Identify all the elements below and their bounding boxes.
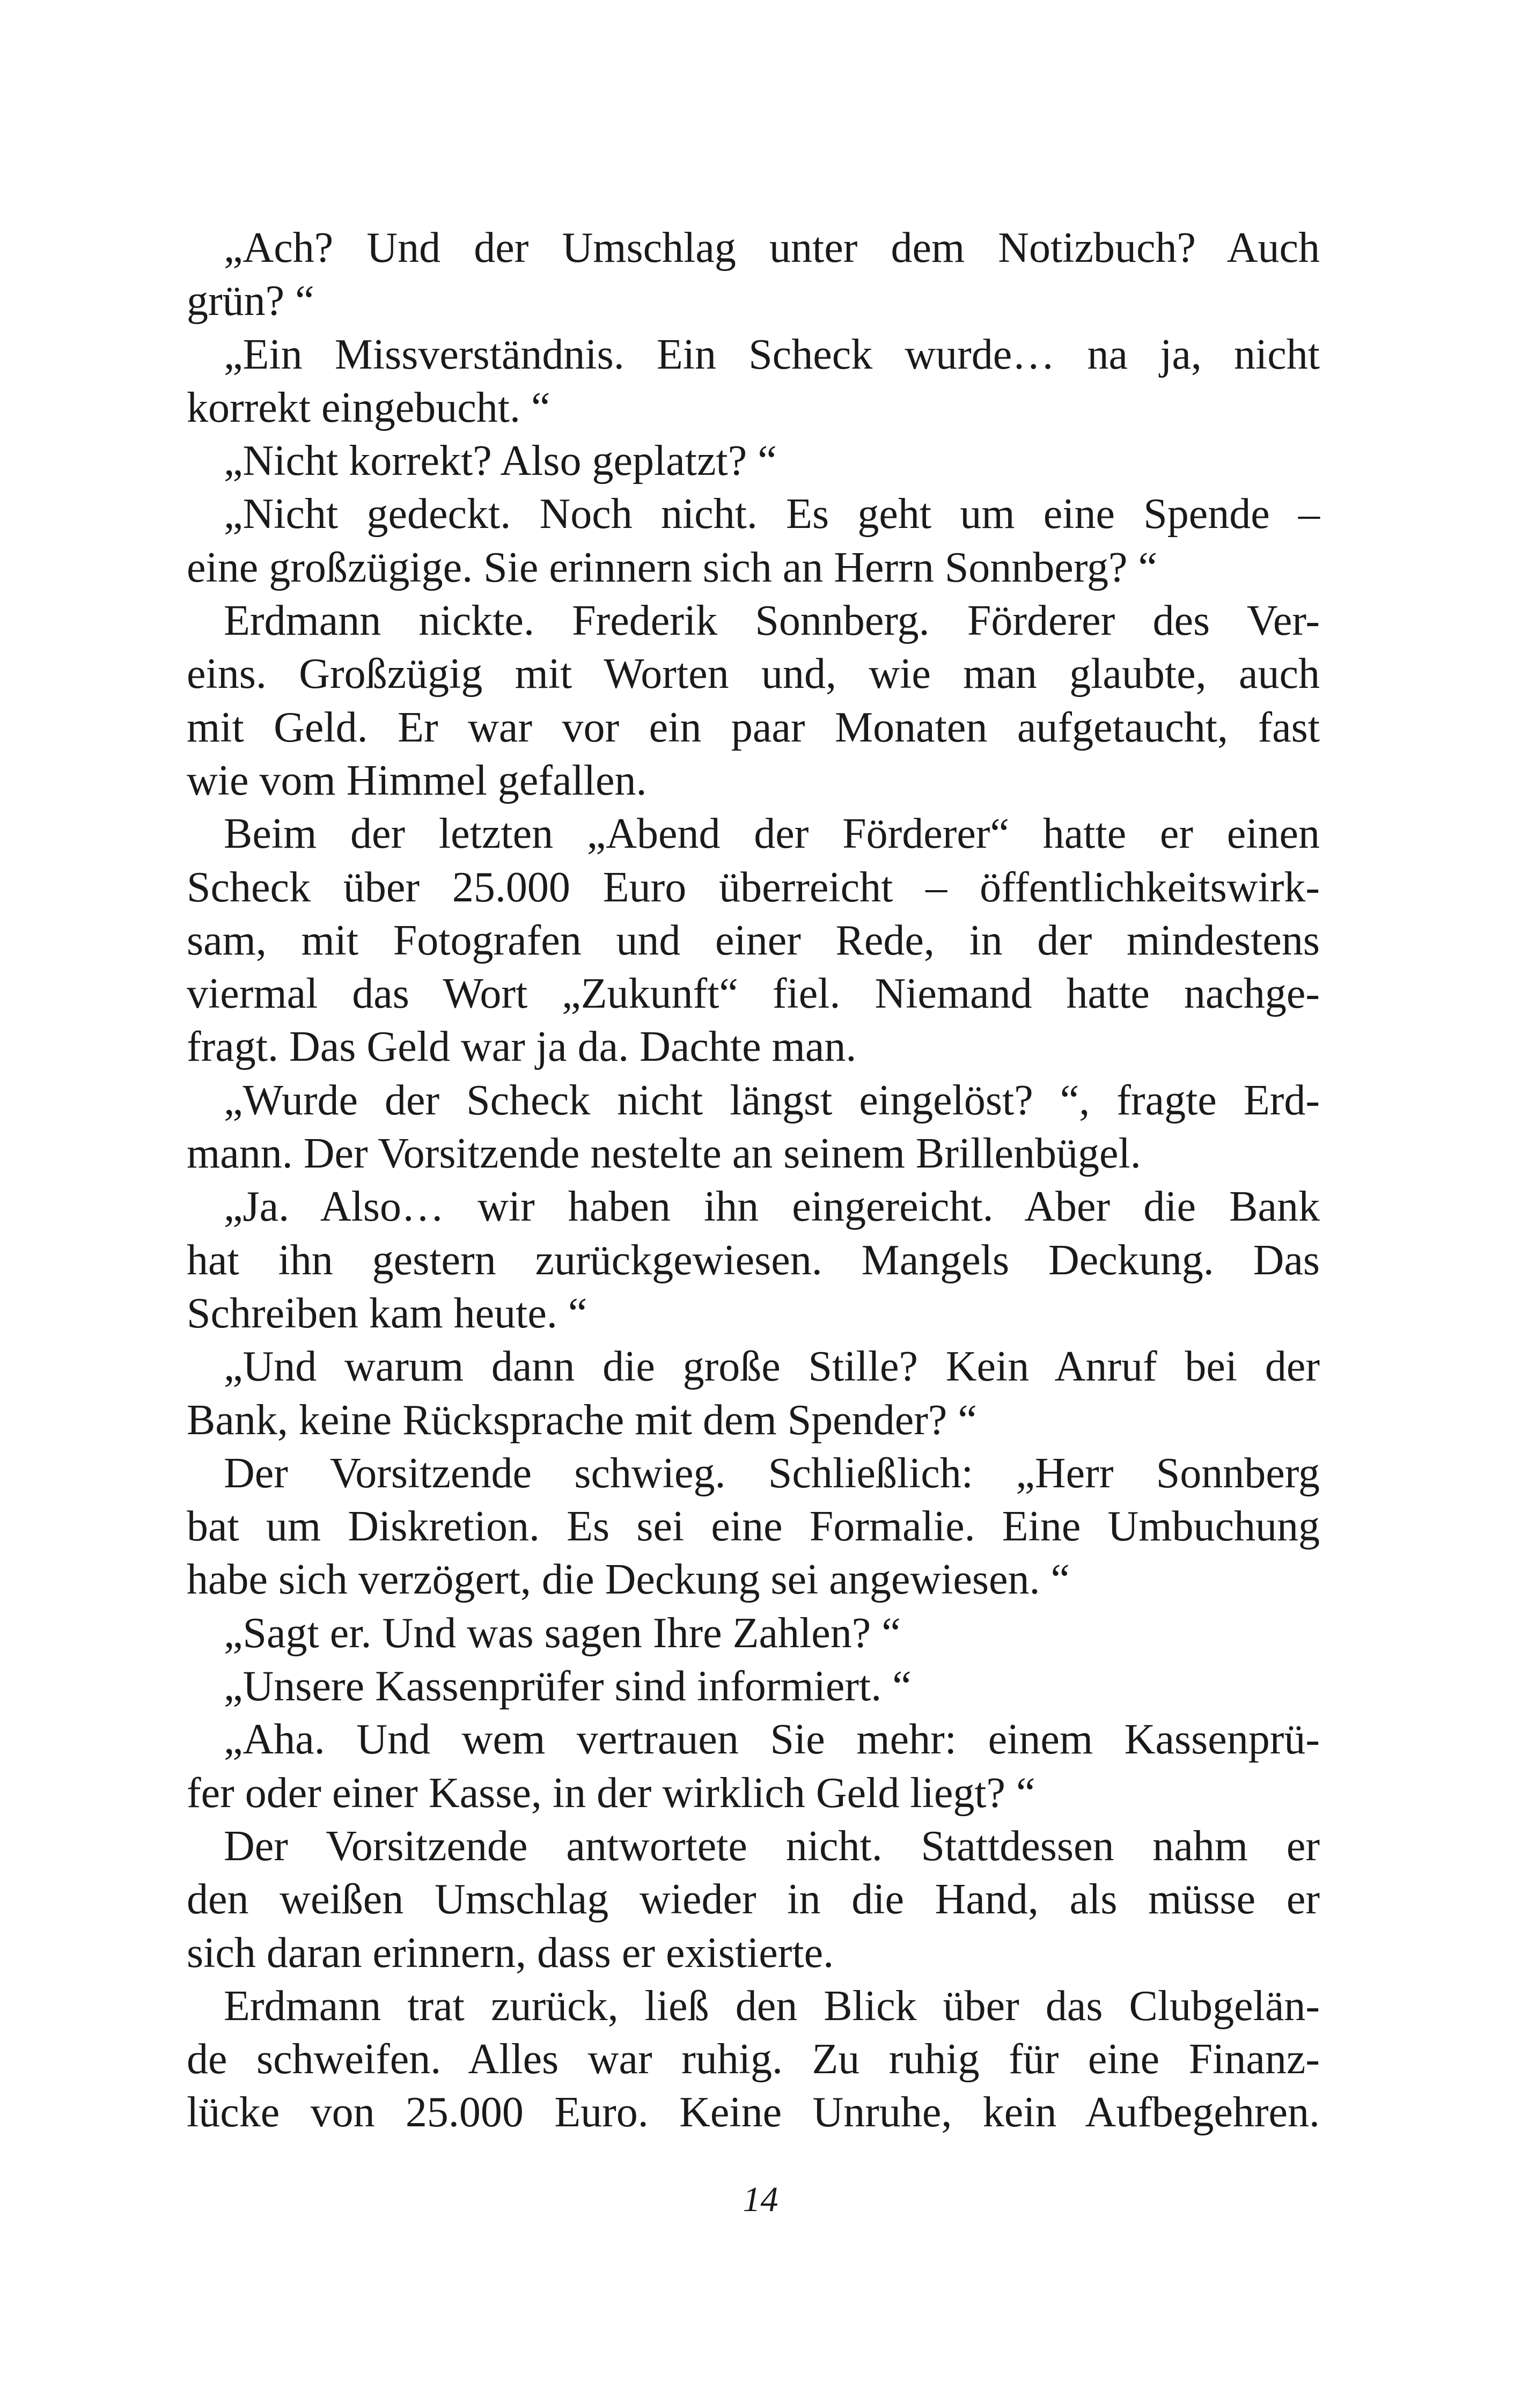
text-line: grün? “ xyxy=(187,277,314,325)
text-line: Erdmann nickte. Frederik Sonnberg. Förderer des Ver- xyxy=(224,597,1320,645)
text-line: Erdmann trat zurück, ließ den Blick über das Clubgelän- xyxy=(224,1982,1320,2030)
text-line: viermal das Wort „Zukunft“ fiel. Niemand hatte nachge- xyxy=(187,970,1320,1018)
text-line: „Ach? Und der Umschlag unter dem Notizbuch? Auch xyxy=(224,224,1320,271)
text-line: mit Geld. Er war vor ein paar Monaten aufgetaucht, fast xyxy=(187,703,1320,751)
text-line: „Sagt er. Und was sagen Ihre Zahlen? “ xyxy=(224,1609,901,1657)
text-line: Scheck über 25.000 Euro überreicht – öffentlichkeitswirk- xyxy=(187,863,1320,911)
text-line: sich daran erinnern, dass er existierte. xyxy=(187,1929,834,1977)
text-line: eins. Großzügig mit Worten und, wie man glaubte, auch xyxy=(187,650,1320,698)
text-line: fragt. Das Geld war ja da. Dachte man. xyxy=(187,1023,857,1071)
text-line: „Unsere Kassenprüfer sind informiert. “ xyxy=(224,1663,912,1710)
text-line: habe sich verzögert, die Deckung sei angewiesen. “ xyxy=(187,1556,1070,1604)
text-line: bat um Diskretion. Es sei eine Formalie. Eine Umbuchung xyxy=(187,1503,1320,1551)
text-line: wie vom Himmel gefallen. xyxy=(187,757,647,804)
body-text xyxy=(187,222,1320,2140)
text-line: sam, mit Fotografen und einer Rede, in der mindestens xyxy=(187,916,1320,964)
text-line: Schreiben kam heute. “ xyxy=(187,1289,587,1337)
text-line: „Wurde der Scheck nicht längst eingelöst? “, fragte Erd- xyxy=(224,1076,1320,1124)
text-line: korrekt eingebucht. “ xyxy=(187,384,550,431)
text-line: Bank, keine Rücksprache mit dem Spender? “ xyxy=(187,1396,977,1444)
text-line: de schweifen. Alles war ruhig. Zu ruhig für eine Finanz- xyxy=(187,2036,1320,2083)
page-number: 14 xyxy=(743,2180,778,2219)
text-line: hat ihn gestern zurückgewiesen. Mangels Deckung. Das xyxy=(187,1236,1320,1284)
text-line: Der Vorsitzende antwortete nicht. Stattdessen nahm er xyxy=(224,1822,1320,1870)
text-line: „Nicht gedeckt. Noch nicht. Es geht um eine Spende – xyxy=(224,490,1320,538)
text-line: lücke von 25.000 Euro. Keine Unruhe, kein Aufbegehren. xyxy=(187,2089,1320,2137)
text-line: Beim der letzten „Abend der Förderer“ hatte er einen xyxy=(224,810,1320,858)
text-line: „Ein Missverständnis. Ein Scheck wurde… na ja, nicht xyxy=(224,331,1320,378)
text-line: „Aha. Und wem vertrauen Sie mehr: einem Kassenprü- xyxy=(224,1716,1320,1764)
text-line: „Nicht korrekt? Also geplatzt? “ xyxy=(224,437,777,485)
text-line: „Ja. Also… wir haben ihn eingereicht. Aber die Bank xyxy=(224,1183,1320,1231)
text-line: den weißen Umschlag wieder in die Hand, als müsse er xyxy=(187,1876,1320,1924)
text-line: „Und warum dann die große Stille? Kein Anruf bei der xyxy=(224,1343,1320,1391)
text-line: Der Vorsitzende schwieg. Schließlich: „Herr Sonnberg xyxy=(224,1449,1320,1497)
text-line: mann. Der Vorsitzende nestelte an seinem Brillenbügel. xyxy=(187,1130,1141,1178)
text-line: eine großzügige. Sie erinnern sich an Herrn Sonnberg? “ xyxy=(187,544,1158,591)
text-line: fer oder einer Kasse, in der wirklich Geld liegt? “ xyxy=(187,1769,1035,1817)
